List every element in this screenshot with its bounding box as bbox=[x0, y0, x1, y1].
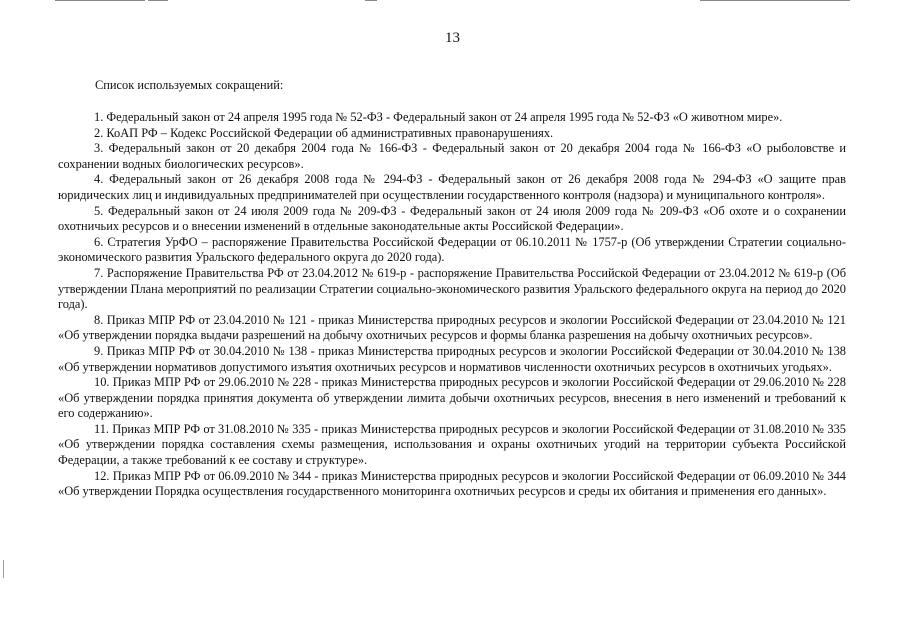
list-item: 2. КоАП РФ – Кодекс Российской Федерации об административных правонарушениях. bbox=[94, 125, 554, 140]
scan-edge-rule bbox=[148, 0, 168, 1]
scan-margin-mark bbox=[3, 560, 4, 578]
list-item: 11. Приказ МПР РФ от 31.08.2010 № 335 - приказ Министерства природных ресурсов и экологии Российской Федерации от 31.08.2010 № 335 «Об утверждении порядка составления схемы размещения, использования и охраны охотничьих угодий на территории субъекта Российской Федерации, а также требований к ее составу и структуре». bbox=[58, 421, 846, 468]
list-item: 1. Федеральный закон от 24 апреля 1995 года № 52-ФЗ - Федеральный закон от 24 апреля 1995 года № 52-ФЗ «О животном мире». bbox=[94, 110, 783, 124]
abbreviations-list bbox=[58, 110, 846, 500]
list-item: 4. Федеральный закон от 26 декабря 2008 года № 294-ФЗ - Федеральный закон от 26 декабря 2008 года № 294-ФЗ «О защите прав юридических лиц и индивидуальных предпринимателей при осуществлении государственного контроля (надзора) и муниципального контроля». bbox=[58, 172, 846, 202]
scan-edge-rule bbox=[55, 0, 145, 1]
list-item: 9. Приказ МПР РФ от 30.04.2010 № 138 - приказ Министерства природных ресурсов и экологии Российской Федерации от 30.04.2010 № 138 «Об утверждении нормативов допустимого изъятия охотничьих ресурсов и нормативов численности охотничьих ресурсов в охотничьих угодьях». bbox=[58, 343, 846, 374]
abbreviations-title: Список используемых сокращений: bbox=[95, 78, 284, 92]
list-item: 6. Стратегия УрФО – распоряжение Правительства Российской Федерации от 06.10.2011 № 1757-р (Об утверждении Стратегии социально-экономического развития Уральского федерального округа до 2020 года). bbox=[58, 234, 846, 265]
list-item: 10. Приказ МПР РФ от 29.06.2010 № 228 - приказ Министерства природных ресурсов и экологии Российской Федерации от 29.06.2010 № 228 «Об утверждении порядка принятия документа об утверждении лимита добычи охотничьих ресурсов, внесения в него изменений и требований к его содержанию». bbox=[58, 375, 846, 421]
scan-edge-rule bbox=[365, 0, 377, 1]
list-item: 12. Приказ МПР РФ от 06.09.2010 № 344 - приказ Министерства природных ресурсов и экологии Российской Федерации от 06.09.2010 № 344 «Об утверждении Порядка осуществления государственного мониторинга охотничьих ресурсов и среды их обитания и применения его данных». bbox=[58, 468, 846, 499]
scan-edge-rule bbox=[700, 0, 850, 1]
page-number: 13 bbox=[445, 30, 460, 46]
list-item: 5. Федеральный закон от 24 июля 2009 года № 209-ФЗ - Федеральный закон от 24 июля 2009 года № 209-ФЗ «Об охоте и о сохранении охотничьих ресурсов и о внесении изменений в отдельные законодательные акты Российской Федерации». bbox=[58, 203, 846, 234]
list-item: 8. Приказ МПР РФ от 23.04.2010 № 121 - приказ Министерства природных ресурсов и экологии Российской Федерации от 23.04.2010 № 121 «Об утверждении порядка выдачи разрешений на добычу охотничьих ресурсов и формы бланка разрешения на добычу охотничьих ресурсов». bbox=[58, 312, 846, 343]
list-item: 7. Распоряжение Правительства РФ от 23.04.2012 № 619-р - распоряжение Правительства Российской Федерации от 23.04.2012 № 619-р (Об утверждении Плана мероприятий по реализации Стратегии социально-экономического развития Уральского федерального округа на период до 2020 года). bbox=[58, 265, 846, 312]
list-item: 3. Федеральный закон от 20 декабря 2004 года № 166-ФЗ - Федеральный закон от 20 декабря 2004 года № 166-ФЗ «О рыболовстве и сохранении водных биологических ресурсов». bbox=[58, 141, 846, 171]
